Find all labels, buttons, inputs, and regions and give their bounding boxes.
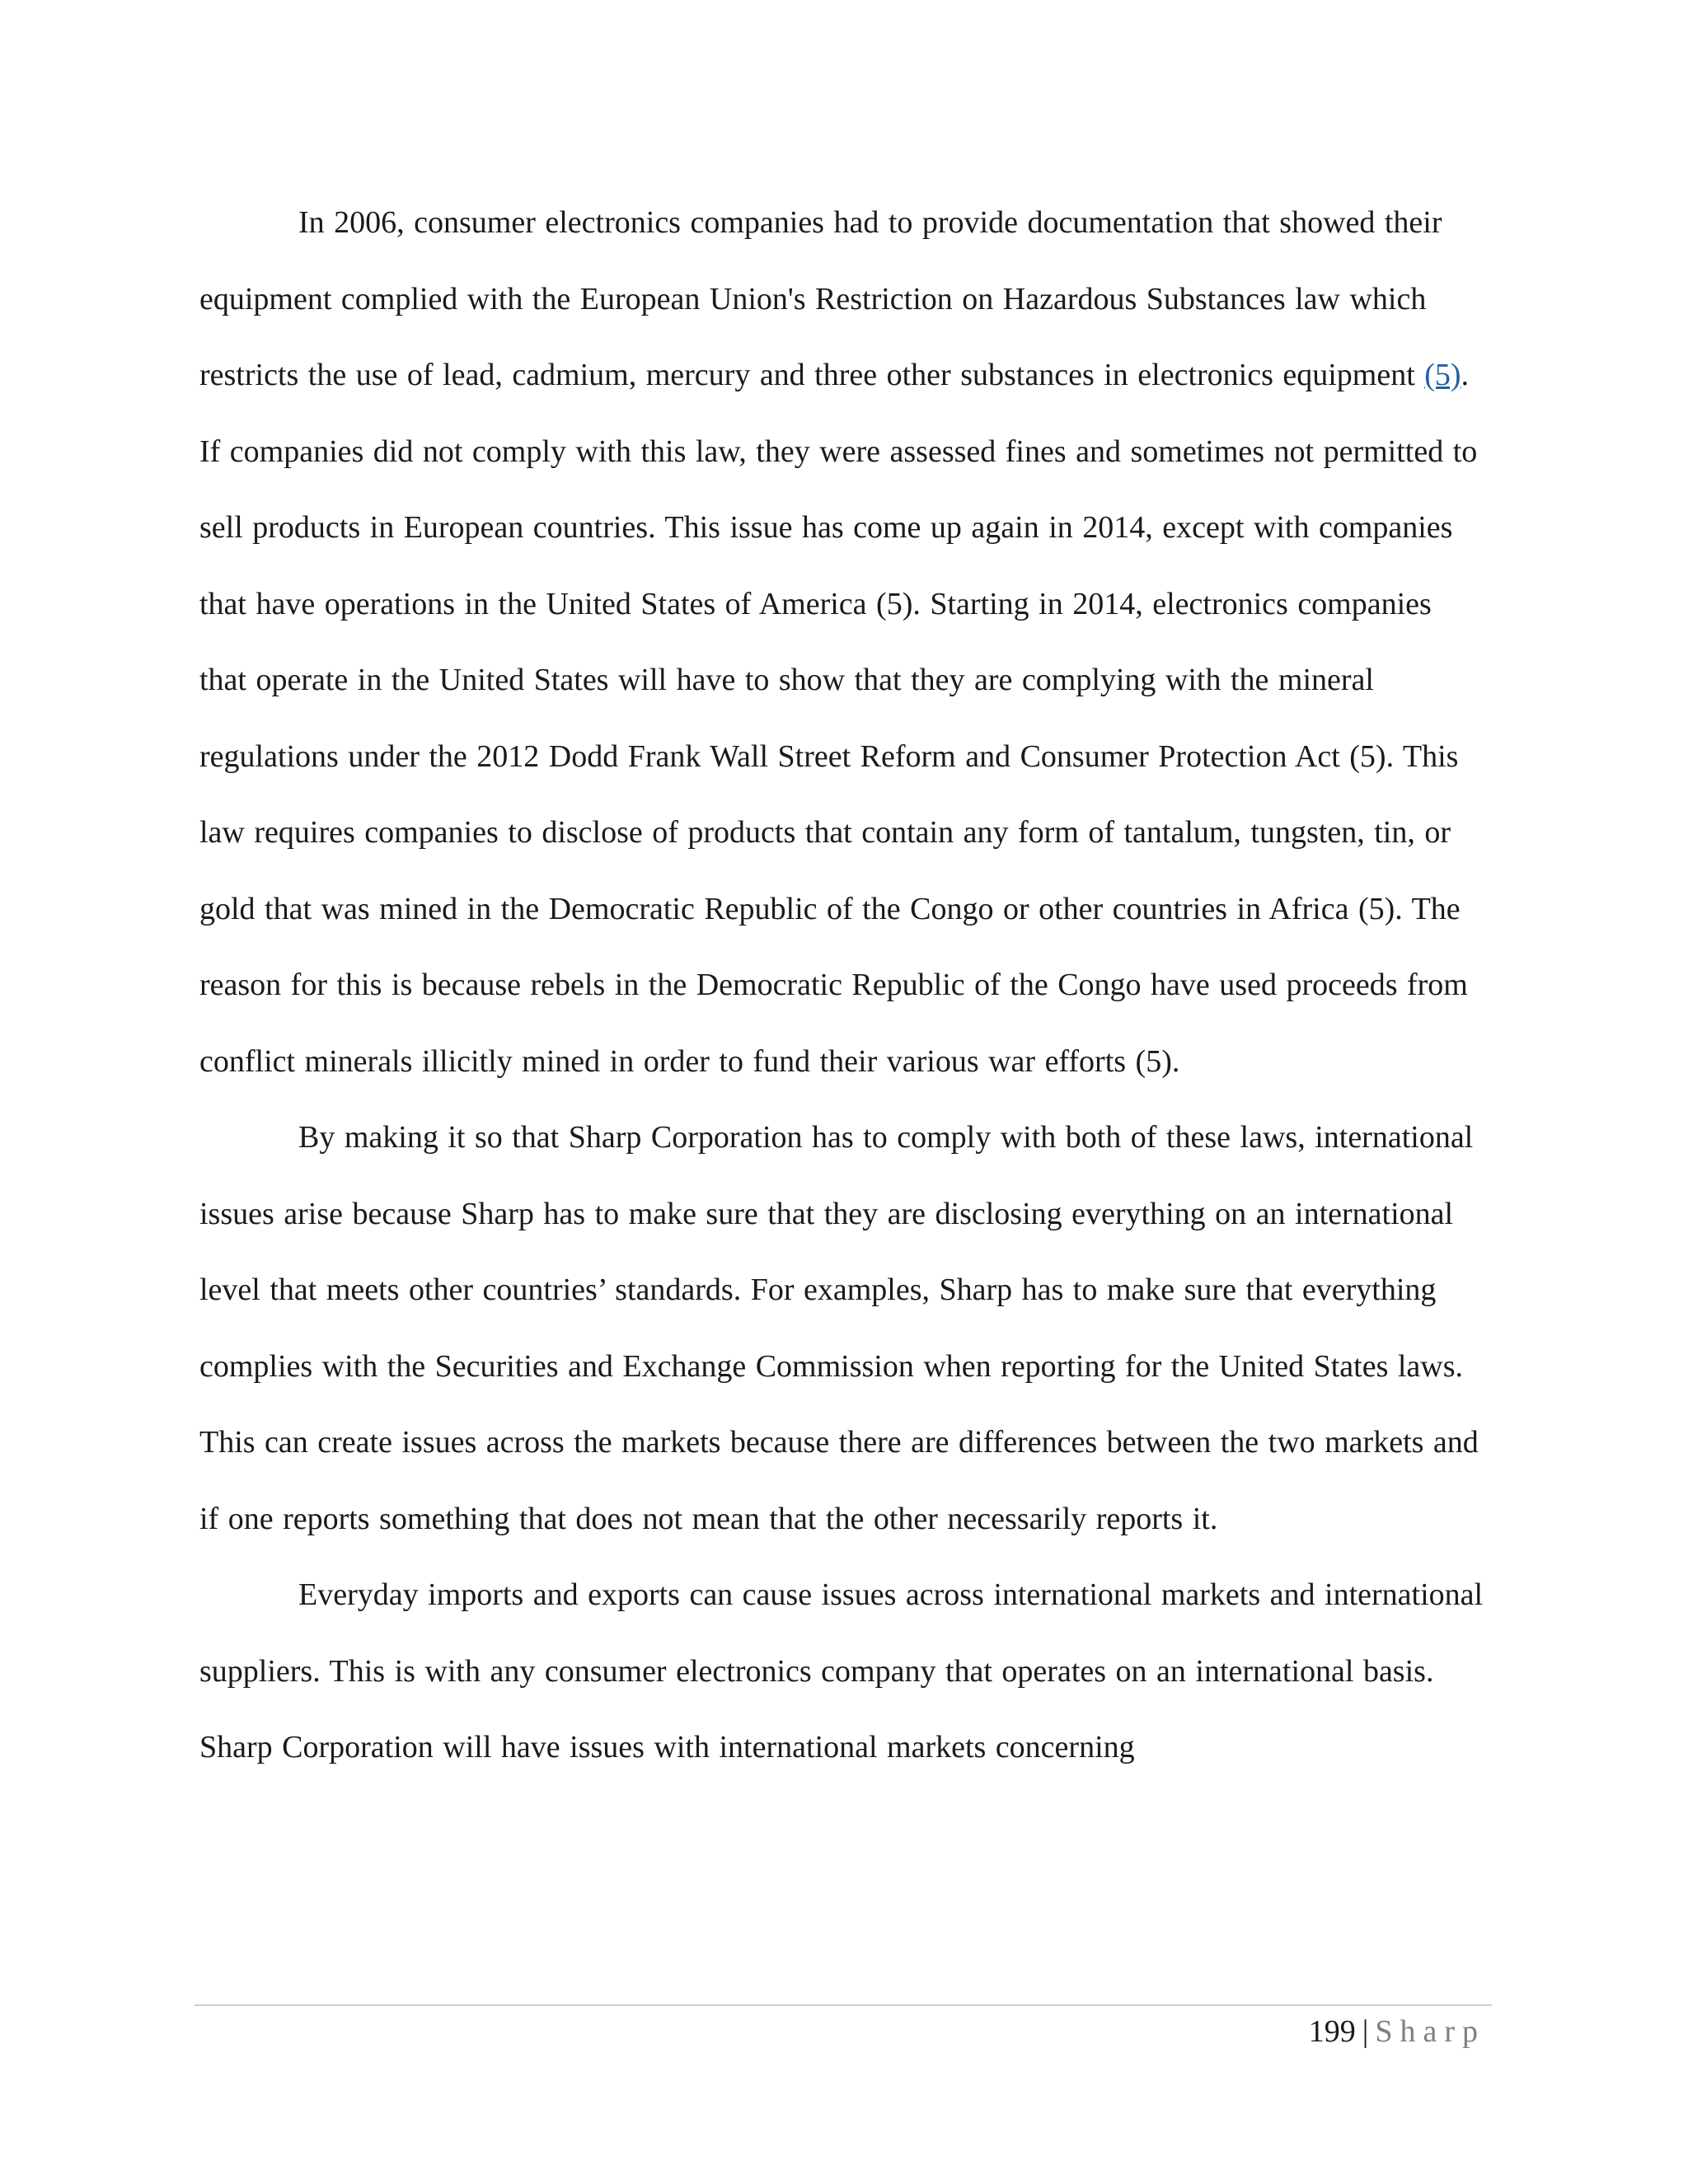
footer-separator: |: [1362, 2014, 1369, 2049]
running-title: Sharp: [1375, 2014, 1485, 2049]
footer-divider: [195, 2004, 1492, 2006]
paragraph-1: [199, 185, 1485, 1099]
page-number: 199: [1308, 2014, 1356, 2049]
page-footer: [1309, 2011, 1485, 2052]
paragraph-1-text-start: In 2006, consumer electronics companies had to provide documentation that showed their equipment complied with the European Union's Restriction on Hazardous Substances law which restricts the use of lead, cadmium, mercury and three other substances in electronics equipment: [199, 205, 1442, 392]
paragraph-2: By making it so that Sharp Corporation has to comply with both of these laws, international issues arise because Sharp has to make sure that they are disclosing everything on an international level that meets other countries’ standards. For examples, Sharp has to make sure that everything complies with the Securities and Exchange Commission when reporting for the United States laws. This can create issues across the markets because there are differences between the two markets and if one reports something that does not mean that the other necessarily reports it.: [199, 1120, 1479, 1536]
paragraph-3: Everyday imports and exports can cause issues across international markets and international suppliers. This is with any consumer electronics company that operates on an international basis. Sharp Corporation will have issues with international markets concerning: [199, 1577, 1484, 1765]
citation-link[interactable]: (5): [1424, 358, 1461, 392]
body-text: [199, 185, 1485, 1786]
paragraph-1-text-end: . If companies did not comply with this law, they were assessed fines and sometimes not permitted to sell products in European countries. This issue has come up again in 2014, except with companies that have operations in the United States of America (5). Starting in 2014, electronics companies that operate in the United States will have to show that they are complying with the mineral regulations under the 2012 Dodd Frank Wall Street Reform and Consumer Protection Act (5). This law requires companies to disclose of products that contain any form of tantalum, tungsten, tin, or gold that was mined in the Democratic Republic of the Congo or other countries in Africa (5). The reason for this is because rebels in the Democratic Republic of the Congo have used proceeds from conflict minerals illicitly mined in order to fund their various war efforts (5).: [199, 358, 1478, 1079]
